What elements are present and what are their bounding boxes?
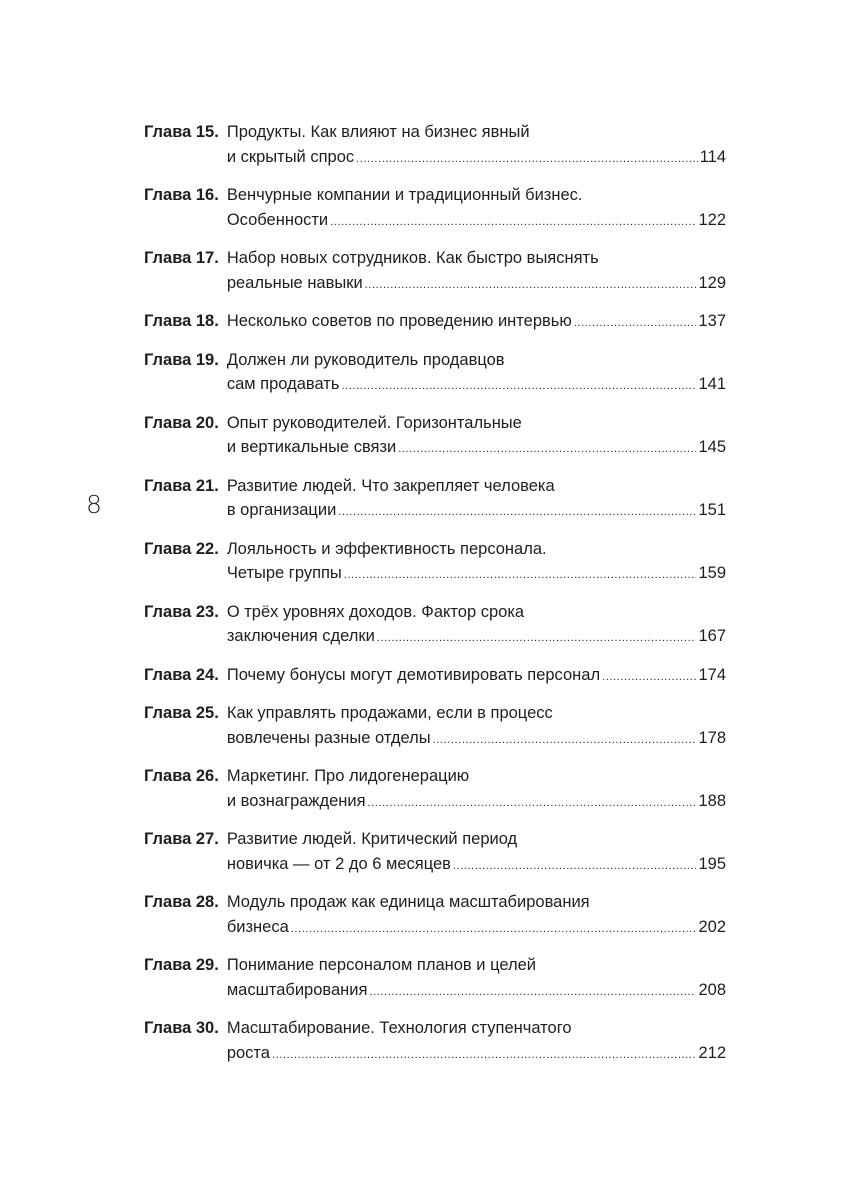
dot-leader bbox=[453, 854, 697, 879]
chapter-label: Глава 26. bbox=[144, 767, 219, 785]
toc-entry[interactable] bbox=[144, 411, 726, 462]
chapter-title-line1: Опыт руководителей. Горизонтальные bbox=[226, 413, 522, 432]
toc-entry[interactable] bbox=[144, 827, 726, 878]
page-ref: 114 bbox=[699, 147, 726, 166]
chapter-title-line2: бизнеса bbox=[226, 917, 289, 936]
toc-entry[interactable] bbox=[144, 600, 726, 651]
chapter-title-line2: и вертикальные связи bbox=[226, 438, 397, 456]
table-of-contents bbox=[144, 120, 726, 1067]
toc-entry[interactable] bbox=[144, 764, 726, 815]
page-ref: 122 bbox=[698, 210, 726, 229]
chapter-title-line1: Маркетинг. Про лидогенерацию bbox=[226, 767, 470, 785]
chapter-title bbox=[227, 348, 726, 399]
chapter-label: Глава 18. bbox=[144, 312, 219, 330]
toc-entry[interactable] bbox=[144, 663, 726, 690]
toc-entry[interactable] bbox=[144, 474, 726, 525]
chapter-label: Глава 16. bbox=[144, 186, 219, 204]
toc-entry[interactable] bbox=[144, 953, 726, 1004]
chapter-label: Глава 25. bbox=[144, 704, 219, 722]
chapter-title bbox=[227, 663, 726, 690]
chapter-label: Глава 19. bbox=[144, 350, 219, 369]
dot-leader bbox=[433, 728, 697, 753]
page-ref: 195 bbox=[698, 854, 726, 873]
chapter-title-line1: Модуль продаж как единица масштабирования bbox=[226, 893, 590, 911]
toc-entry[interactable] bbox=[144, 701, 726, 752]
dot-leader bbox=[377, 626, 697, 651]
toc-entry[interactable] bbox=[144, 183, 726, 234]
chapter-title bbox=[227, 1016, 726, 1067]
chapter-title-line2: новичка — от 2 до 6 месяцев bbox=[226, 854, 451, 873]
chapter-label: Глава 21. bbox=[144, 476, 219, 495]
dot-leader bbox=[365, 273, 697, 298]
chapter-label: Глава 24. bbox=[144, 665, 219, 684]
chapter-title-line2: роста bbox=[226, 1043, 270, 1062]
dot-leader bbox=[602, 665, 696, 690]
toc-entry[interactable] bbox=[144, 246, 726, 297]
chapter-title-line2: в организации bbox=[226, 501, 337, 519]
chapter-label: Глава 15. bbox=[144, 123, 219, 141]
chapter-label: Глава 17. bbox=[144, 249, 219, 267]
page-ref: 145 bbox=[698, 438, 726, 456]
chapter-title-line2: Почему бонусы могут демотивировать персонал bbox=[226, 665, 601, 684]
chapter-title-line2: Особенности bbox=[226, 210, 329, 229]
toc-entry[interactable] bbox=[144, 890, 726, 941]
chapter-title bbox=[227, 183, 726, 234]
page-ref: 202 bbox=[698, 917, 726, 936]
page-ref: 151 bbox=[698, 501, 726, 519]
chapter-title-line1: Как управлять продажами, если в процесс bbox=[226, 704, 553, 722]
page-ref: 159 bbox=[698, 564, 726, 582]
chapter-title-line1: Венчурные компании и традиционный бизнес. bbox=[226, 186, 583, 204]
chapter-title-line1: Масштабирование. Технология ступенчатого bbox=[226, 1019, 572, 1037]
dot-leader bbox=[272, 1043, 696, 1068]
chapter-title bbox=[227, 120, 726, 171]
page-ref: 178 bbox=[698, 728, 726, 747]
dot-leader bbox=[398, 437, 696, 462]
chapter-title-line2: масштабирования bbox=[226, 980, 368, 999]
toc-entry[interactable] bbox=[144, 537, 726, 588]
dot-leader bbox=[574, 311, 697, 336]
chapter-label: Глава 20. bbox=[144, 413, 219, 432]
chapter-title-line1: Понимание персоналом планов и целей bbox=[226, 956, 537, 974]
chapter-title-line1: Набор новых сотрудников. Как быстро выяснять bbox=[226, 249, 599, 267]
page-ref: 137 bbox=[698, 312, 726, 330]
chapter-title bbox=[227, 827, 726, 878]
page-ref: 188 bbox=[698, 791, 726, 810]
chapter-title bbox=[227, 474, 726, 525]
page-ref: 208 bbox=[698, 980, 726, 999]
chapter-title-line2: и вознаграждения bbox=[226, 791, 366, 810]
dot-leader bbox=[369, 980, 696, 1005]
toc-entry[interactable] bbox=[144, 1016, 726, 1067]
chapter-label: Глава 23. bbox=[144, 602, 219, 621]
page-ref: 141 bbox=[698, 375, 726, 393]
chapter-title-line2: реальные навыки bbox=[226, 273, 363, 292]
chapter-title-line1: Развитие людей. Критический период bbox=[226, 830, 518, 848]
chapter-label: Глава 30. bbox=[144, 1019, 219, 1037]
chapter-title-line2: и скрытый спрос bbox=[226, 147, 355, 166]
page-ref: 212 bbox=[698, 1043, 726, 1062]
chapter-title bbox=[227, 246, 726, 297]
dot-leader bbox=[341, 374, 696, 399]
chapter-title bbox=[227, 701, 726, 752]
toc-entry[interactable] bbox=[144, 348, 726, 399]
chapter-title-line1: Должен ли руководитель продавцов bbox=[226, 350, 505, 369]
chapter-title-line2: Четыре группы bbox=[226, 564, 342, 582]
page-ref: 129 bbox=[698, 273, 726, 292]
chapter-title bbox=[227, 600, 726, 651]
chapter-label: Глава 22. bbox=[144, 539, 219, 558]
chapter-title-line2: сам продавать bbox=[226, 375, 340, 393]
toc-entry[interactable] bbox=[144, 120, 726, 171]
chapter-title-line2: заключения сделки bbox=[226, 627, 375, 645]
chapter-label: Глава 27. bbox=[144, 830, 219, 848]
chapter-title bbox=[227, 764, 726, 815]
chapter-title-line1: Продукты. Как влияют на бизнес явный bbox=[226, 123, 530, 141]
chapter-label: Глава 29. bbox=[144, 956, 219, 974]
dot-leader bbox=[291, 917, 697, 942]
chapter-title-line2: Несколько советов по проведению интервью bbox=[226, 312, 572, 330]
page-ref: 174 bbox=[698, 665, 726, 684]
dot-leader bbox=[368, 791, 697, 816]
dot-leader bbox=[344, 563, 697, 588]
chapter-title-line2: вовлечены разные отделы bbox=[226, 728, 431, 747]
chapter-title bbox=[227, 411, 726, 462]
page-number: 8 bbox=[86, 490, 102, 519]
page-ref: 167 bbox=[698, 627, 726, 645]
dot-leader bbox=[356, 147, 698, 172]
chapter-title bbox=[227, 309, 726, 336]
chapter-title-line1: О трёх уровнях доходов. Фактор срока bbox=[226, 602, 525, 621]
chapter-title bbox=[227, 537, 726, 588]
chapter-title bbox=[227, 953, 726, 1004]
chapter-title bbox=[227, 890, 726, 941]
chapter-label: Глава 28. bbox=[144, 893, 219, 911]
dot-leader bbox=[338, 500, 696, 525]
dot-leader bbox=[330, 210, 696, 235]
toc-entry[interactable] bbox=[144, 309, 726, 336]
chapter-title-line1: Развитие людей. Что закрепляет человека bbox=[226, 476, 555, 495]
chapter-title-line1: Лояльность и эффективность персонала. bbox=[226, 539, 547, 558]
